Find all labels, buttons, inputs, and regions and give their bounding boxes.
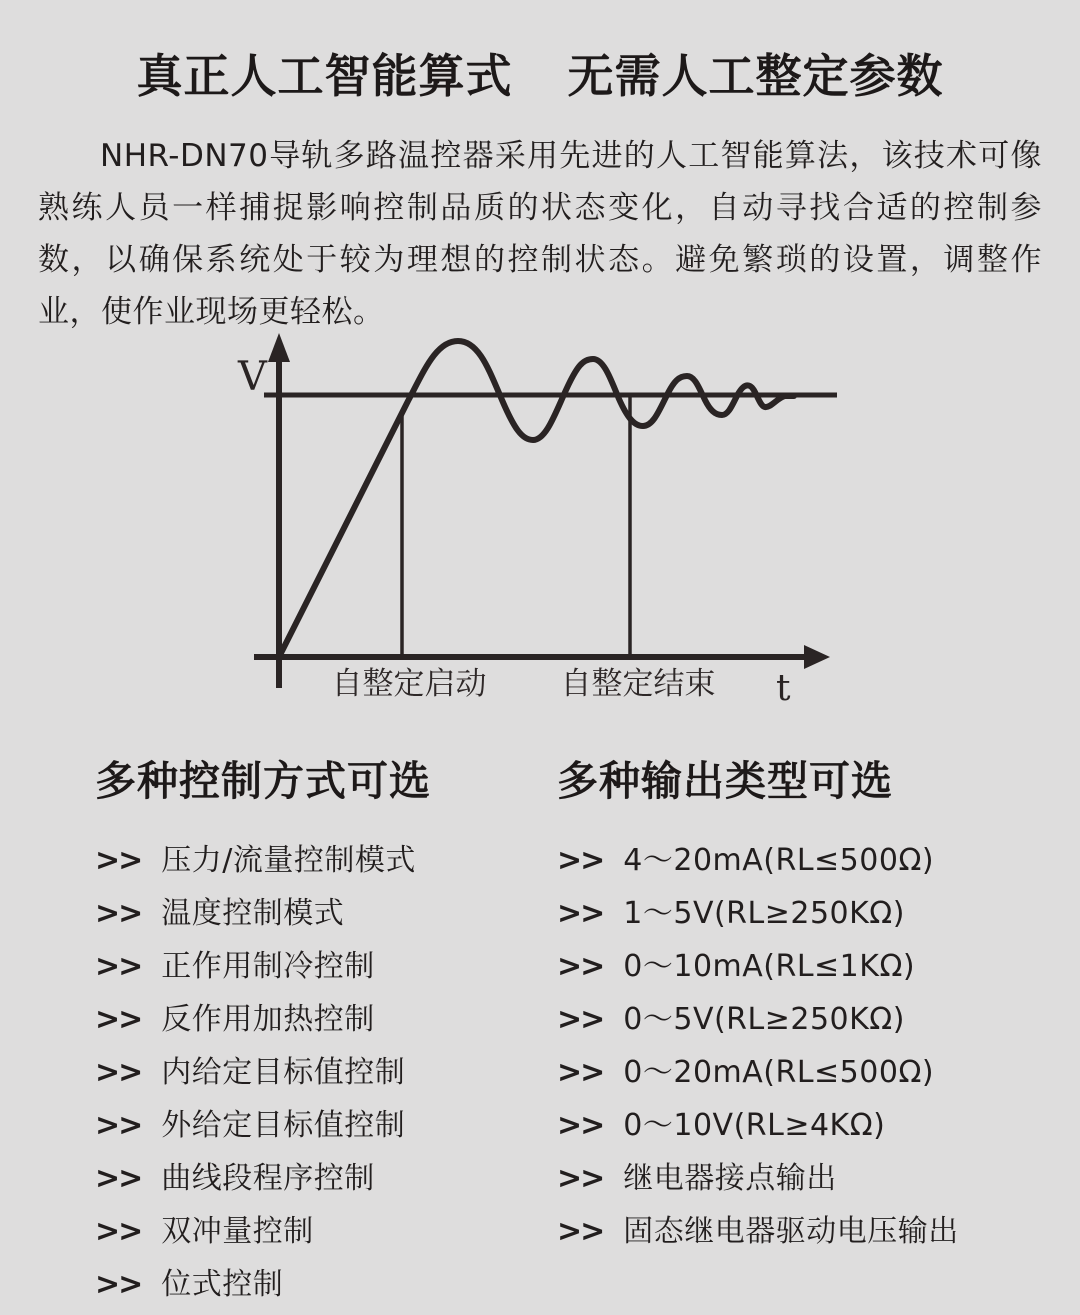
control-mode-item [95, 994, 557, 1047]
response-curve [279, 341, 794, 657]
control-mode-item [95, 1153, 557, 1206]
chevrons-marker-icon: >> [95, 896, 142, 931]
y-axis-label: V [238, 354, 267, 400]
output-type-item [557, 941, 1065, 994]
chevrons-marker-icon: >> [557, 949, 604, 984]
x-axis-label: t [776, 668, 791, 709]
output-type-item [557, 1206, 1065, 1259]
output-type-item [557, 1047, 1065, 1100]
page-title-part-1: 真正人工智能算式 [136, 49, 513, 103]
chevrons-marker-icon: >> [557, 1002, 604, 1037]
output-type-item [557, 1100, 1065, 1153]
chevrons-marker-icon: >> [95, 843, 142, 878]
annotation-tuning-start: 自整定启动 [331, 666, 487, 702]
control-mode-label: 内给定目标值控制 [161, 1055, 406, 1090]
control-mode-label: 压力/流量控制模式 [161, 843, 416, 878]
control-mode-item [95, 941, 557, 994]
output-type-label: 继电器接点输出 [623, 1161, 837, 1196]
output-type-item [557, 835, 1065, 888]
chevrons-marker-icon: >> [95, 949, 142, 984]
autotune-response-diagram [228, 328, 876, 726]
chevrons-marker-icon: >> [557, 1214, 604, 1249]
intro-paragraph: NHR-DN70导轨多路温控器采用先进的人工智能算法，该技术可像熟练人员一样捕捉影响控制品质的状态变化，自动寻找合适的控制参数，以确保系统处于较为理想的控制状态。避免繁琐的设置，调整作业，使作业现场更轻松。 [38, 138, 1042, 330]
y-axis-arrow-icon [268, 333, 290, 362]
output-type-label: 4～20mA(RL≤500Ω) [623, 843, 935, 878]
control-modes-list [95, 835, 557, 1312]
chevrons-marker-icon: >> [95, 1055, 142, 1090]
output-type-item [557, 888, 1065, 941]
chevrons-marker-icon: >> [557, 896, 604, 931]
control-mode-label: 曲线段程序控制 [161, 1161, 375, 1196]
output-type-label: 0～20mA(RL≤500Ω) [623, 1055, 935, 1090]
chevrons-marker-icon: >> [95, 1267, 142, 1302]
control-mode-item [95, 1259, 557, 1312]
chevrons-marker-icon: >> [557, 1161, 604, 1196]
x-axis-arrow-icon [804, 645, 830, 669]
output-type-label: 0～10mA(RL≤1KΩ) [623, 949, 916, 984]
output-types-heading: 多种输出类型可选 [557, 757, 893, 805]
output-type-item [557, 994, 1065, 1047]
page-title-part-2: 无需人工整定参数 [567, 49, 944, 103]
chevrons-marker-icon: >> [95, 1108, 142, 1143]
autotune-chart-svg [228, 328, 876, 726]
control-mode-item [95, 1206, 557, 1259]
control-mode-item [95, 1100, 557, 1153]
annotation-tuning-end: 自整定结束 [560, 666, 716, 702]
page-title [0, 0, 1080, 106]
control-mode-item [95, 888, 557, 941]
output-type-label: 0～5V(RL≥250KΩ) [623, 1002, 905, 1037]
output-types-section [557, 748, 1065, 1312]
chevrons-marker-icon: >> [557, 843, 604, 878]
control-mode-label: 外给定目标值控制 [161, 1108, 406, 1143]
feature-columns [95, 748, 1065, 1312]
chevrons-marker-icon: >> [557, 1055, 604, 1090]
output-type-label: 1～5V(RL≥250KΩ) [623, 896, 905, 931]
output-type-item [557, 1153, 1065, 1206]
chevrons-marker-icon: >> [557, 1108, 604, 1143]
chevrons-marker-icon: >> [95, 1002, 142, 1037]
control-mode-item [95, 1047, 557, 1100]
control-mode-label: 反作用加热控制 [161, 1002, 375, 1037]
control-mode-label: 位式控制 [161, 1267, 284, 1302]
chevrons-marker-icon: >> [95, 1214, 142, 1249]
control-mode-item [95, 835, 557, 888]
chevrons-marker-icon: >> [95, 1161, 142, 1196]
control-mode-label: 温度控制模式 [161, 896, 345, 931]
output-type-label: 0～10V(RL≥4KΩ) [623, 1108, 886, 1143]
control-mode-label: 双冲量控制 [161, 1214, 314, 1249]
output-types-list [557, 835, 1065, 1259]
control-modes-heading: 多种控制方式可选 [95, 757, 431, 805]
output-type-label: 固态继电器驱动电压输出 [623, 1214, 959, 1249]
control-mode-label: 正作用制冷控制 [161, 949, 375, 984]
control-modes-section [95, 748, 557, 1312]
